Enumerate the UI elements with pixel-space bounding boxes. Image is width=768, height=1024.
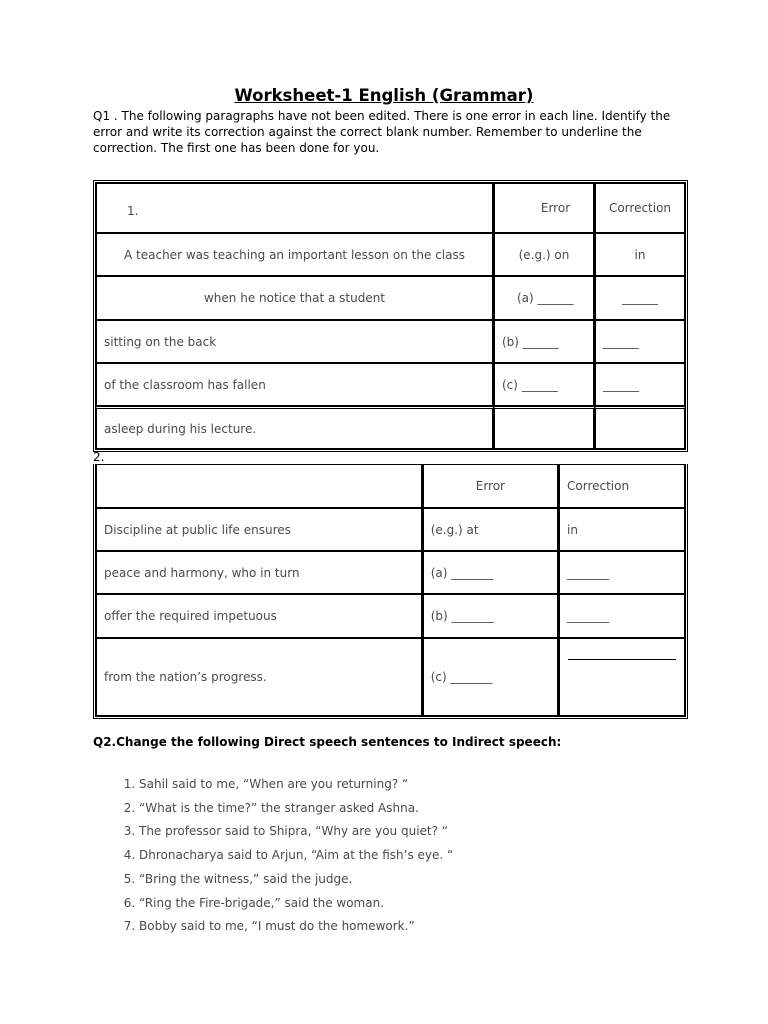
correction-blank-line bbox=[568, 659, 676, 660]
passage-number: 1. bbox=[96, 183, 494, 233]
list-item: 1. Sahil said to me, “When are you returning? “ bbox=[139, 773, 453, 797]
passage-2-table bbox=[93, 464, 688, 719]
error-blank[interactable]: (b) _______ bbox=[423, 594, 559, 638]
header-correction: Correction bbox=[559, 464, 685, 508]
error-blank[interactable]: (b) ______ bbox=[494, 320, 595, 363]
correction-blank[interactable]: ______ bbox=[595, 276, 685, 320]
table-row bbox=[96, 406, 685, 449]
header-correction: Correction bbox=[595, 183, 685, 233]
table-header-row bbox=[96, 183, 685, 233]
list-item: 6. “Ring the Fire-brigade,” said the woman. bbox=[139, 892, 453, 916]
direct-speech-list bbox=[93, 773, 453, 939]
passage-1-table bbox=[93, 180, 688, 452]
line-text: asleep during his lecture. bbox=[96, 406, 494, 449]
error-cell: (e.g.) on bbox=[494, 233, 595, 276]
error-blank[interactable] bbox=[494, 406, 595, 449]
line-text: A teacher was teaching an important lesson on the class bbox=[96, 233, 494, 276]
table-row bbox=[96, 320, 685, 363]
error-blank[interactable]: (a) _______ bbox=[423, 551, 559, 594]
error-blank[interactable]: (c) ______ bbox=[494, 363, 595, 406]
table-row bbox=[96, 638, 685, 716]
correction-cell: in bbox=[595, 233, 685, 276]
correction-blank[interactable]: ______ bbox=[595, 320, 685, 363]
error-blank[interactable]: (a) ______ bbox=[494, 276, 595, 320]
line-text: sitting on the back bbox=[96, 320, 494, 363]
q2-heading: Q2.Change the following Direct speech sentences to Indirect speech: bbox=[93, 735, 562, 749]
list-item: 3. The professor said to Shipra, “Why are you quiet? “ bbox=[139, 820, 453, 844]
line-text: from the nation’s progress. bbox=[96, 638, 423, 716]
correction-blank[interactable] bbox=[595, 406, 685, 449]
table-row bbox=[96, 363, 685, 406]
table-row bbox=[96, 233, 685, 276]
table-header-row bbox=[96, 464, 685, 508]
header-error: Error bbox=[494, 183, 595, 233]
table-row bbox=[96, 594, 685, 638]
line-text: Discipline at public life ensures bbox=[96, 508, 423, 551]
correction-blank[interactable]: ______ bbox=[595, 363, 685, 406]
line-text: offer the required impetuous bbox=[96, 594, 423, 638]
list-item: 4. Dhronacharya said to Arjun, “Aim at the fish’s eye. “ bbox=[139, 844, 453, 868]
q1-instructions: Q1 . The following paragraphs have not been edited. There is one error in each line. Identify the error and write its correction against the correct blank number. Remember to underline the correction. The first one has been done for you. bbox=[93, 109, 671, 155]
line-text: of the classroom has fallen bbox=[96, 363, 494, 406]
header-error: Error bbox=[423, 464, 559, 508]
line-text: when he notice that a student bbox=[96, 276, 494, 320]
list-item: 2. “What is the time?” the stranger asked Ashna. bbox=[139, 797, 453, 821]
correction-blank[interactable]: _______ bbox=[559, 551, 685, 594]
worksheet-title: Worksheet-1 English (Grammar) bbox=[234, 86, 534, 105]
correction-blank-cell[interactable] bbox=[559, 638, 685, 716]
table-row bbox=[96, 508, 685, 551]
list-item: 7. Bobby said to me, “I must do the homework.” bbox=[139, 915, 453, 939]
line-text: peace and harmony, who in turn bbox=[96, 551, 423, 594]
list-item: 5. “Bring the witness,” said the judge. bbox=[139, 868, 453, 892]
correction-cell: in bbox=[559, 508, 685, 551]
table-row bbox=[96, 551, 685, 594]
error-cell: (e.g.) at bbox=[423, 508, 559, 551]
correction-blank[interactable]: _______ bbox=[559, 594, 685, 638]
header-empty bbox=[96, 464, 423, 508]
table-row bbox=[96, 276, 685, 320]
error-blank[interactable]: (c) _______ bbox=[423, 638, 559, 716]
passage-2-number: 2. bbox=[93, 450, 105, 464]
